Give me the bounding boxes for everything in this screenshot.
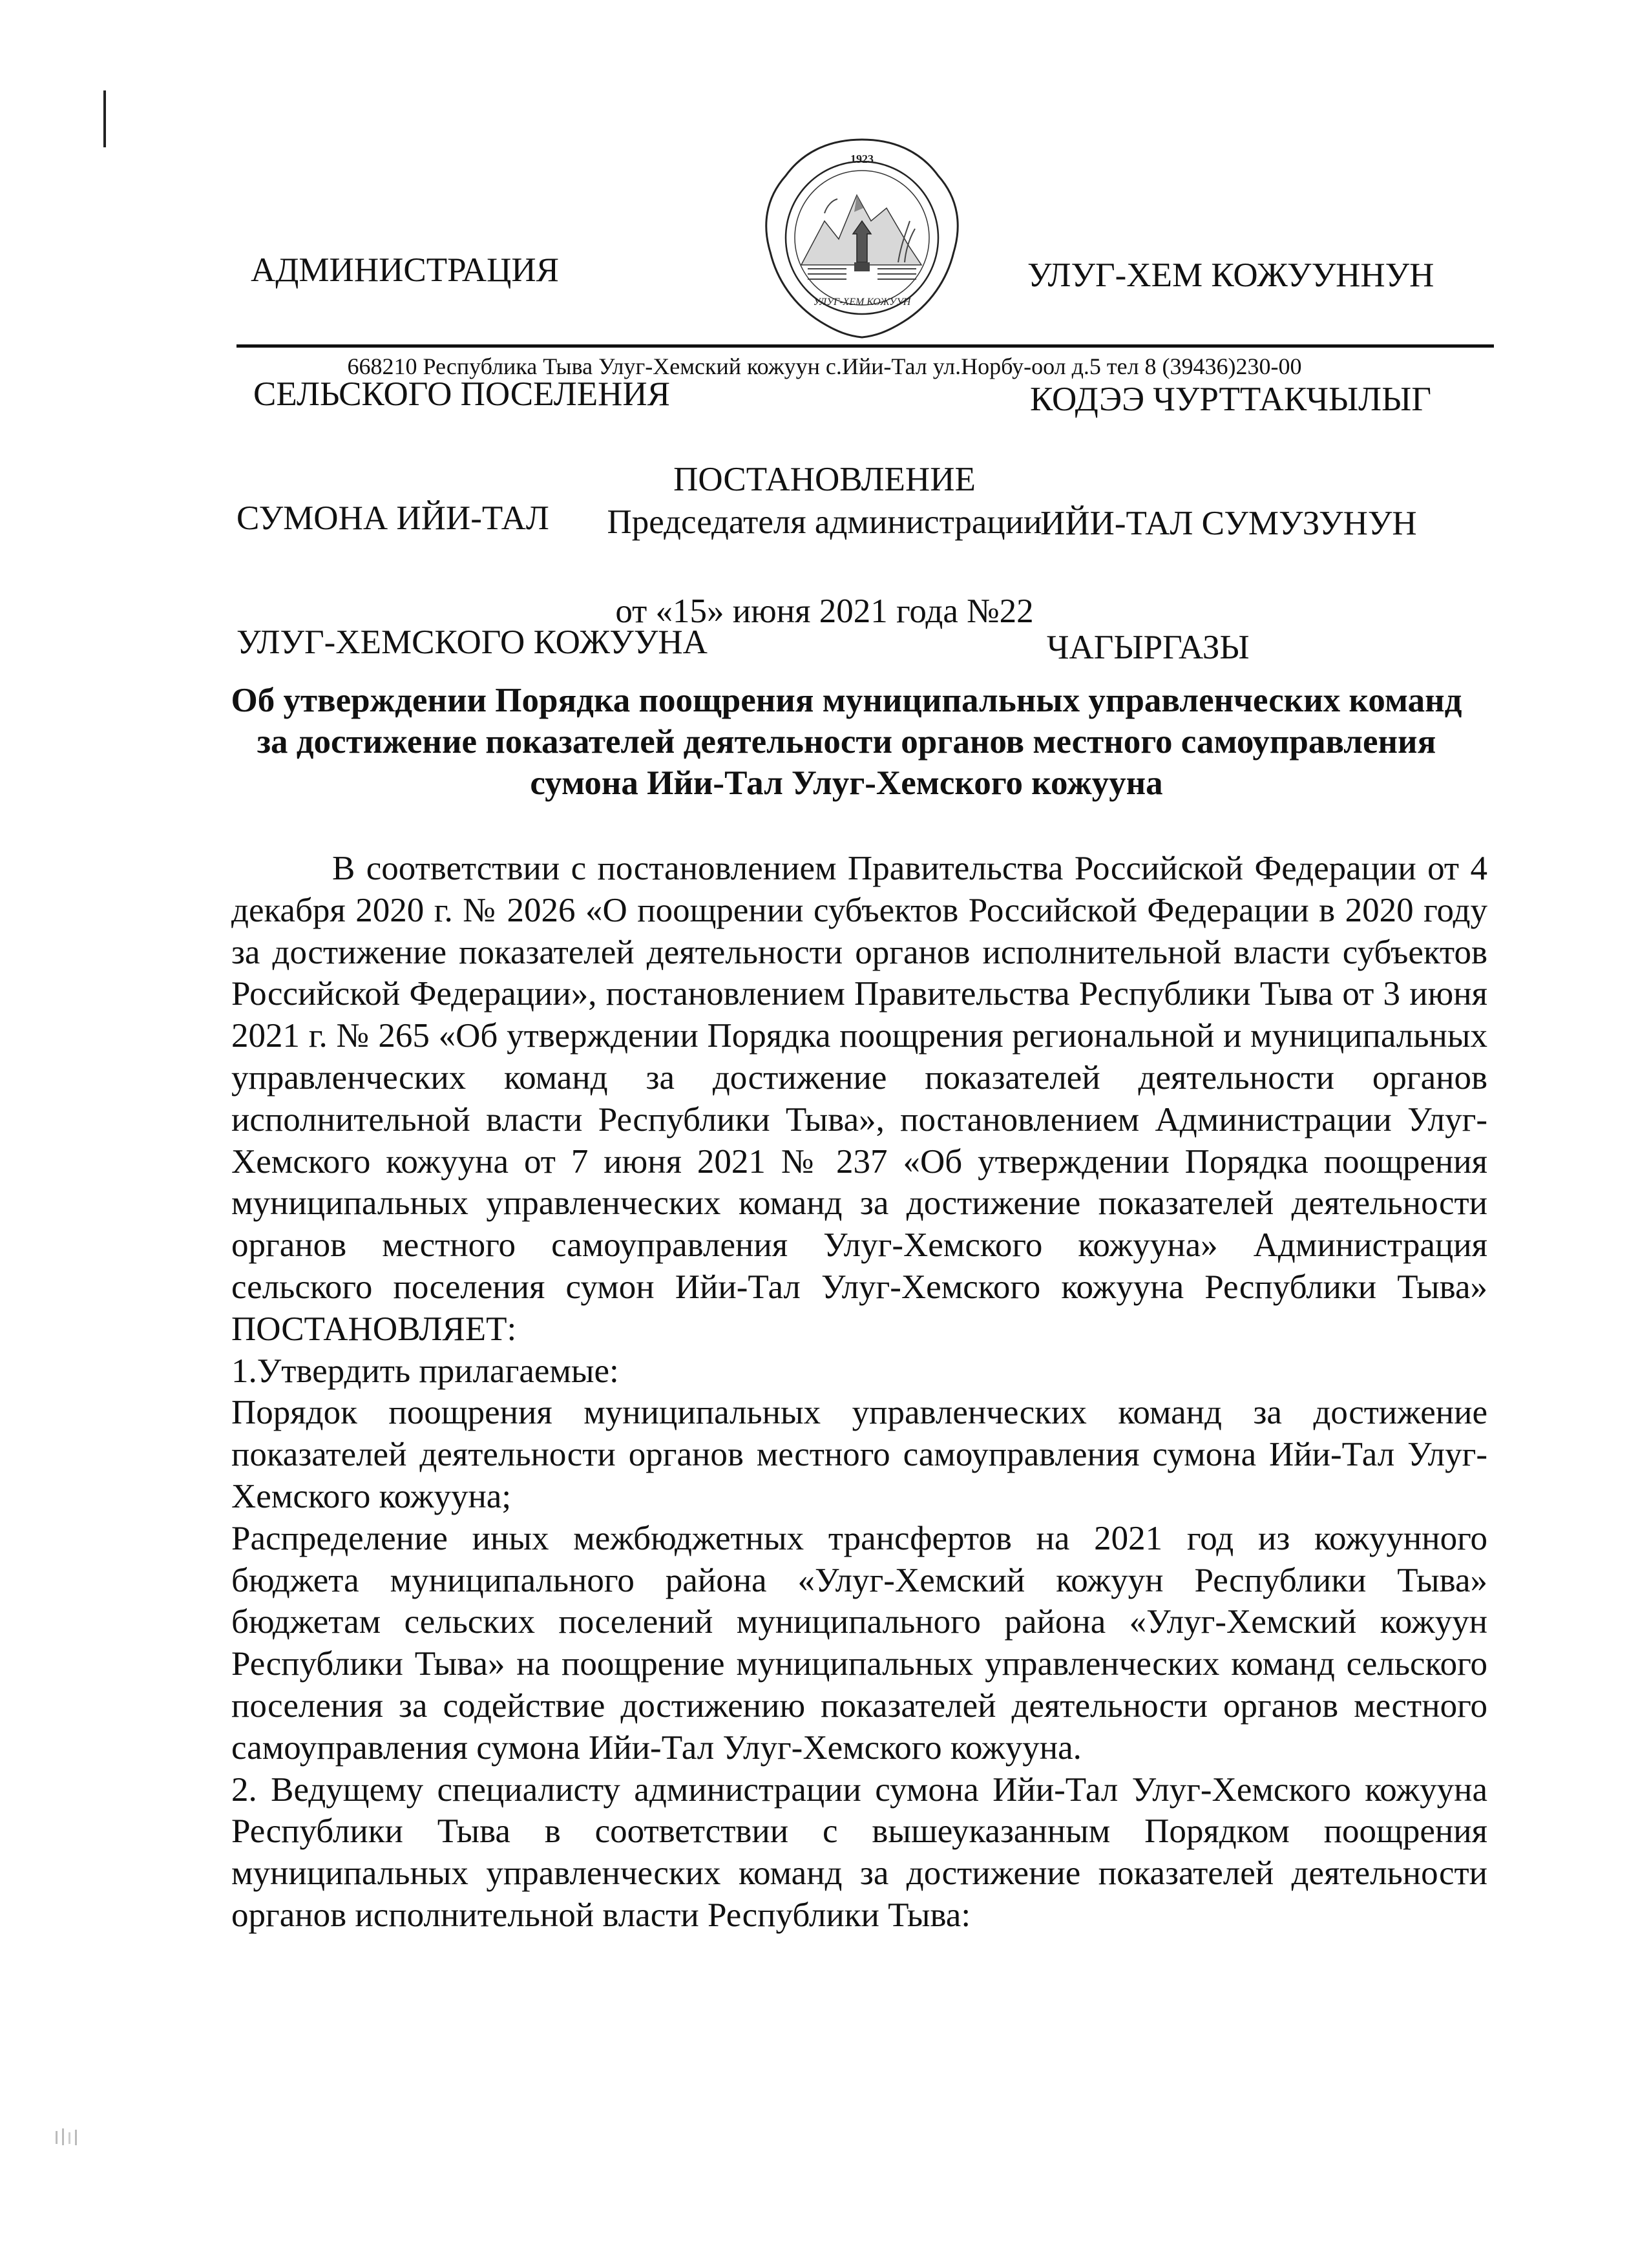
- header-left-line: УЛУГ-ХЕМСКОГО КОЖУУНА: [236, 624, 708, 661]
- emblem-caption: УЛУГ-ХЕМ КОЖУУН: [813, 297, 911, 308]
- header-divider: [236, 344, 1494, 348]
- header-left-block: [236, 167, 708, 746]
- document-title: ПОСТАНОВЛЕНИЕ: [673, 461, 976, 498]
- address-line: 668210 Республика Тыва Улуг-Хемский кожуун с.Ийи-Тал ул.Норбу-оол д.5 тел 8 (39436)230-00: [347, 353, 1302, 379]
- document-subject: Об утверждении Порядка поощрения муниципальных управленческих команд за достижение показателей деятельности органов местного самоуправления сумона Ийи-Тал Улуг-Хемского кожууна: [231, 682, 1462, 802]
- body-paragraph: 1.Утвердить прилагаемые:: [231, 1352, 619, 1390]
- scan-margin-mark: [103, 90, 106, 147]
- body-paragraph: В соответствии с постановлением Правительства Российской Федерации от 4 декабря 2020 г. № 2026 «О поощрении субъектов Российской Федерации в 2020 году за достижение показателей деятельности органов исполнительной власти субъектов Российской Федерации», постановлением Правительства Республики Тыва от 3 июня 2021 г. № 265 «Об утверждении Порядка поощрения региональной и муниципальных управленческих команд за достижение показателей деятельности органов исполнительной власти Республики Тыва», постановлением Администрации Улуг-Хемского кожууна от 7 июня 2021 № 237 «Об утверждении Порядка поощрения муниципальных управленческих команд за достижение показателей деятельности органов местного самоуправления Улуг-Хемского кожууна» Администрация сельского поселения сумон Ийи-Тал Улуг-Хемского кожууна Республики Тыва» ПОСТАНОВЛЯЕТ:: [231, 850, 1487, 1348]
- header-left-line: СЕЛЬСКОГО ПОСЕЛЕНИЯ: [253, 375, 671, 413]
- body-paragraph: Распределение иных межбюджетных трансфертов на 2021 год из кожуунного бюджета муниципального района «Улуг-Хемский кожуун Республики Тыва» бюджетам сельских поселений муниципального района «Улуг-Хемский кожуун Республики Тыва» на поощрение муниципальных управленческих команд сельского поселения за содействие достижению показателей деятельности органов местного самоуправления сумона Ийи-Тал Улуг-Хемского кожууна.: [231, 1519, 1487, 1767]
- body-paragraph: Порядок поощрения муниципальных управленческих команд за достижение показателей деятельности органов местного самоуправления сумона Ийи-Тал Улуг-Хемского кожууна;: [231, 1394, 1487, 1515]
- body-paragraph: 2. Ведущему специалисту администрации сумона Ийи-Тал Улуг-Хемского кожууна Республики Тыва в соответствии с вышеуказанным Порядком поощрения муниципальных управленческих команд за достижение показателей деятельности органов исполнительной власти Республики Тыва:: [231, 1770, 1487, 1934]
- header-left-line: СУМОНА ИЙИ-ТАЛ: [236, 499, 549, 537]
- header-right-line: ИЙИ-ТАЛ СУМУЗУНУН: [1040, 505, 1417, 542]
- emblem-year: 1923: [850, 152, 874, 165]
- document-body: [231, 848, 1487, 1937]
- scan-artifact: [53, 2126, 92, 2152]
- header-right-line: УЛУГ-ХЕМ КОЖУУННУН: [1027, 257, 1434, 294]
- document-subtitle: Председателя администрации: [607, 503, 1042, 541]
- document-date: от «15» июня 2021 года №22: [615, 593, 1034, 630]
- header-right-line: ЧАГЫРГАЗЫ: [1047, 629, 1250, 666]
- header-left-line: АДМИНИСТРАЦИЯ: [251, 251, 559, 289]
- municipal-emblem-icon: [760, 136, 964, 340]
- header-right-line: КОДЭЭ ЧУРТТАКЧЫЛЫГ: [1030, 381, 1431, 418]
